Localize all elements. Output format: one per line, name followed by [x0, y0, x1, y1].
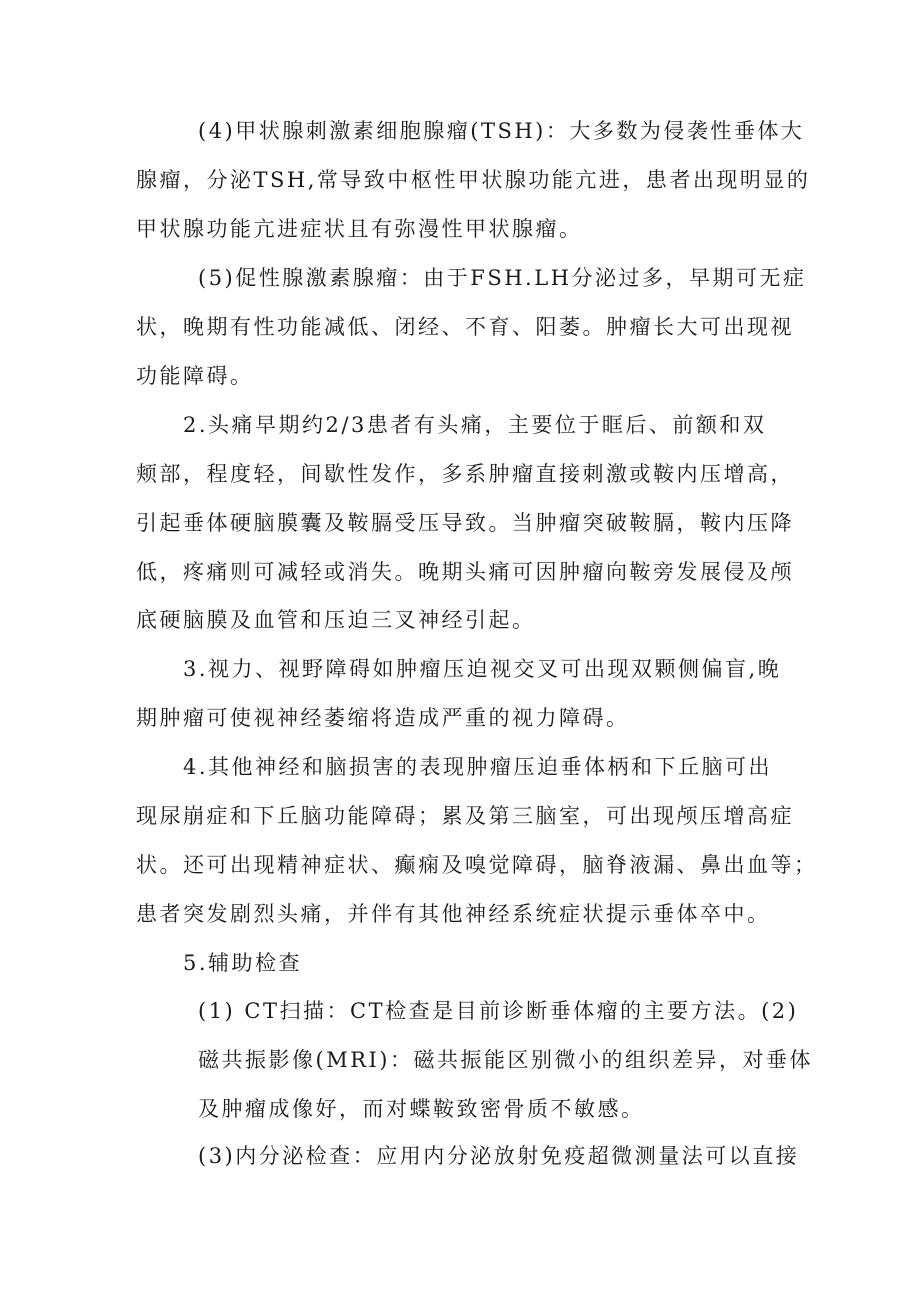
text-line-headache-1: 2.头痛早期约2/3患者有头痛，主要位于眶后、前额和双 — [183, 413, 767, 437]
text-line-headache-2: 颊部，程度轻，间歇性发作，多系肿瘤直接刺激或鞍内压增高， — [136, 462, 794, 486]
text-line-headache-5: 底硬脑膜及血管和压迫三叉神经引起。 — [136, 608, 536, 632]
text-line-nerve-2: 现尿崩症和下丘脑功能障碍；累及第三脑室，可出现颅压增高症 — [136, 804, 794, 828]
text-line-nerve-4: 患者突发剧烈头痛，并伴有其他神经系统症状提示垂体卒中。 — [136, 902, 771, 926]
section-heading-auxiliary-exam: 5.辅助检查 — [183, 951, 303, 975]
text-line-headache-3: 引起垂体硬脑膜囊及鞍膈受压导致。当肿瘤突破鞍膈，鞍内压降 — [136, 511, 794, 535]
text-line-headache-4: 低，疼痛则可减轻或消失。晚期头痛可因肿瘤向鞍旁发展侵及颅 — [136, 560, 794, 584]
text-line-vision-2: 期肿瘤可使视神经萎缩将造成严重的视力障碍。 — [136, 706, 630, 730]
text-line-nerve-3: 状。还可出现精神症状、癫痫及嗅觉障碍，脑脊液漏、鼻出血等； — [136, 853, 818, 877]
text-line-exam-2: 磁共振影像(MRI)：磁共振能区别微小的组织差异，对垂体 — [198, 1048, 813, 1072]
text-line-vision-1: 3.视力、视野障碍如肿瘤压迫视交叉可出现双颗侧偏盲,晚 — [183, 657, 782, 681]
text-line-p4-1: (4)甲状腺刺激素细胞腺瘤(TSH)：大多数为侵袭性垂体大 — [198, 119, 805, 143]
text-line-exam-1: (1) CT扫描：CT检查是目前诊断垂体瘤的主要方法。(2) — [198, 999, 799, 1023]
text-line-p5-2: 状，晚期有性功能减低、闭经、不育、阳萎。肿瘤长大可出现视 — [136, 315, 794, 339]
text-line-exam-4: (3)内分泌检查：应用内分泌放射免疫超微测量法可以直接 — [198, 1144, 800, 1168]
text-line-p5-1: (5)促性腺激素腺瘤：由于FSH.LH分泌过多，早期可无症 — [198, 266, 807, 290]
text-line-p4-3: 甲状腺功能亢进症状且有弥漫性甲状腺瘤。 — [136, 217, 583, 241]
text-line-exam-3: 及肿瘤成像好，而对蝶鞍致密骨质不敏感。 — [198, 1097, 645, 1121]
text-line-p5-3: 功能障碍。 — [136, 364, 254, 388]
text-line-p4-2: 腺瘤，分泌TSH,常导致中枢性甲状腺功能亢进，患者出现明显的 — [136, 168, 811, 192]
text-line-nerve-1: 4.其他神经和脑损害的表现肿瘤压迫垂体柄和下丘脑可出 — [183, 755, 773, 779]
